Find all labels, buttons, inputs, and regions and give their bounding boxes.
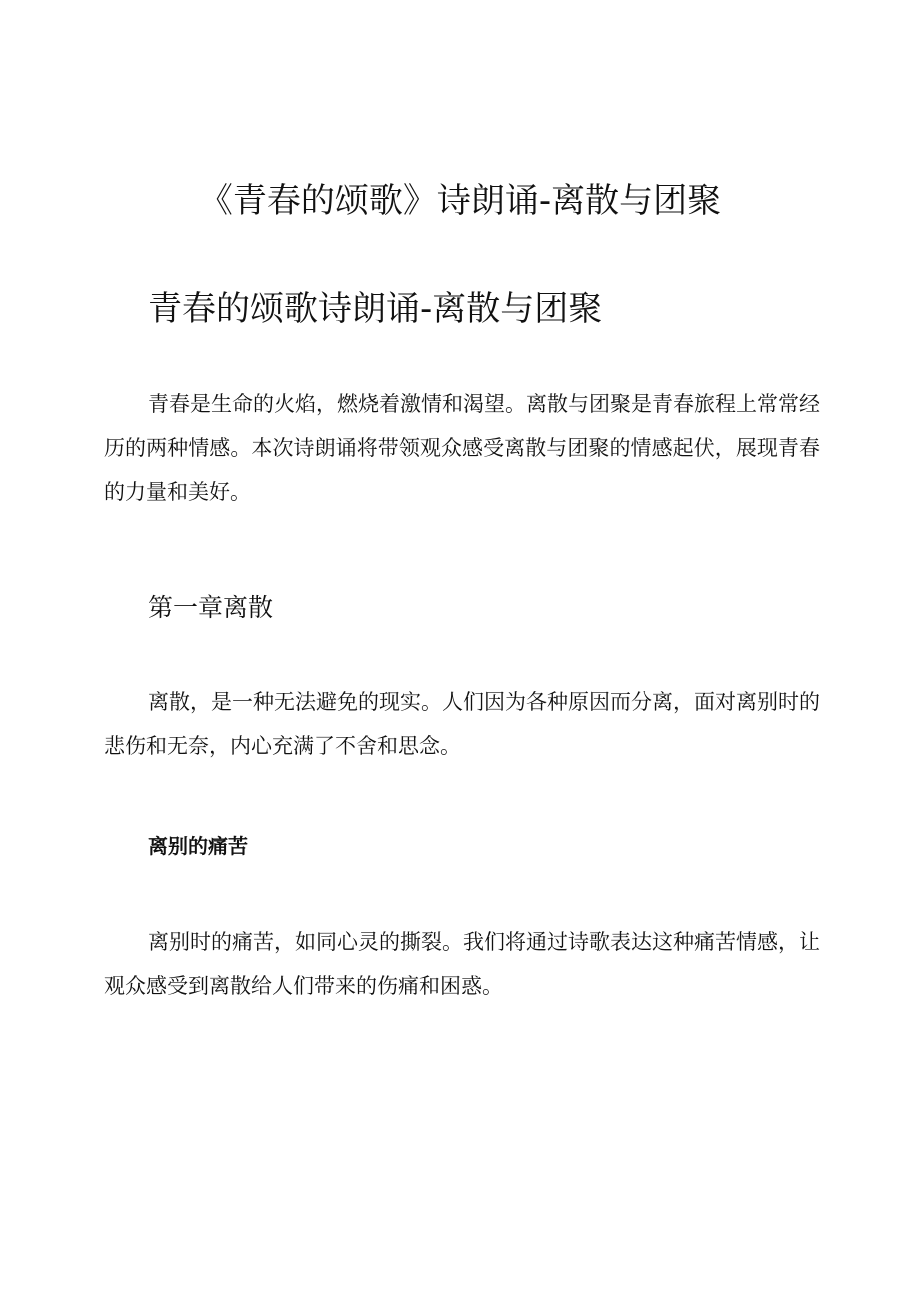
section-paragraph: 离别时的痛苦，如同心灵的撕裂。我们将通过诗歌表达这种痛苦情感，让观众感受到离散给人们带来的伤痛和困惑。: [104, 930, 820, 998]
document-subtitle: 青春的颂歌诗朗诵-离散与团聚: [148, 289, 603, 329]
intro-paragraph: 青春是生命的火焰，燃烧着激情和渴望。离散与团聚是青春旅程上常常经历的两种情感。本次诗朗诵将带领观众感受离散与团聚的情感起伏，展现青春的力量和美好。: [104, 392, 820, 504]
section-heading: 离别的痛苦: [148, 834, 248, 858]
chapter-paragraph: 离散，是一种无法避免的现实。人们因为各种原因而分离，面对离别时的悲伤和无奈，内心充满了不舍和思念。: [104, 690, 820, 758]
document-title: 《青春的颂歌》诗朗诵-离散与团聚: [198, 181, 722, 221]
chapter-heading: 第一章离散: [148, 593, 274, 622]
